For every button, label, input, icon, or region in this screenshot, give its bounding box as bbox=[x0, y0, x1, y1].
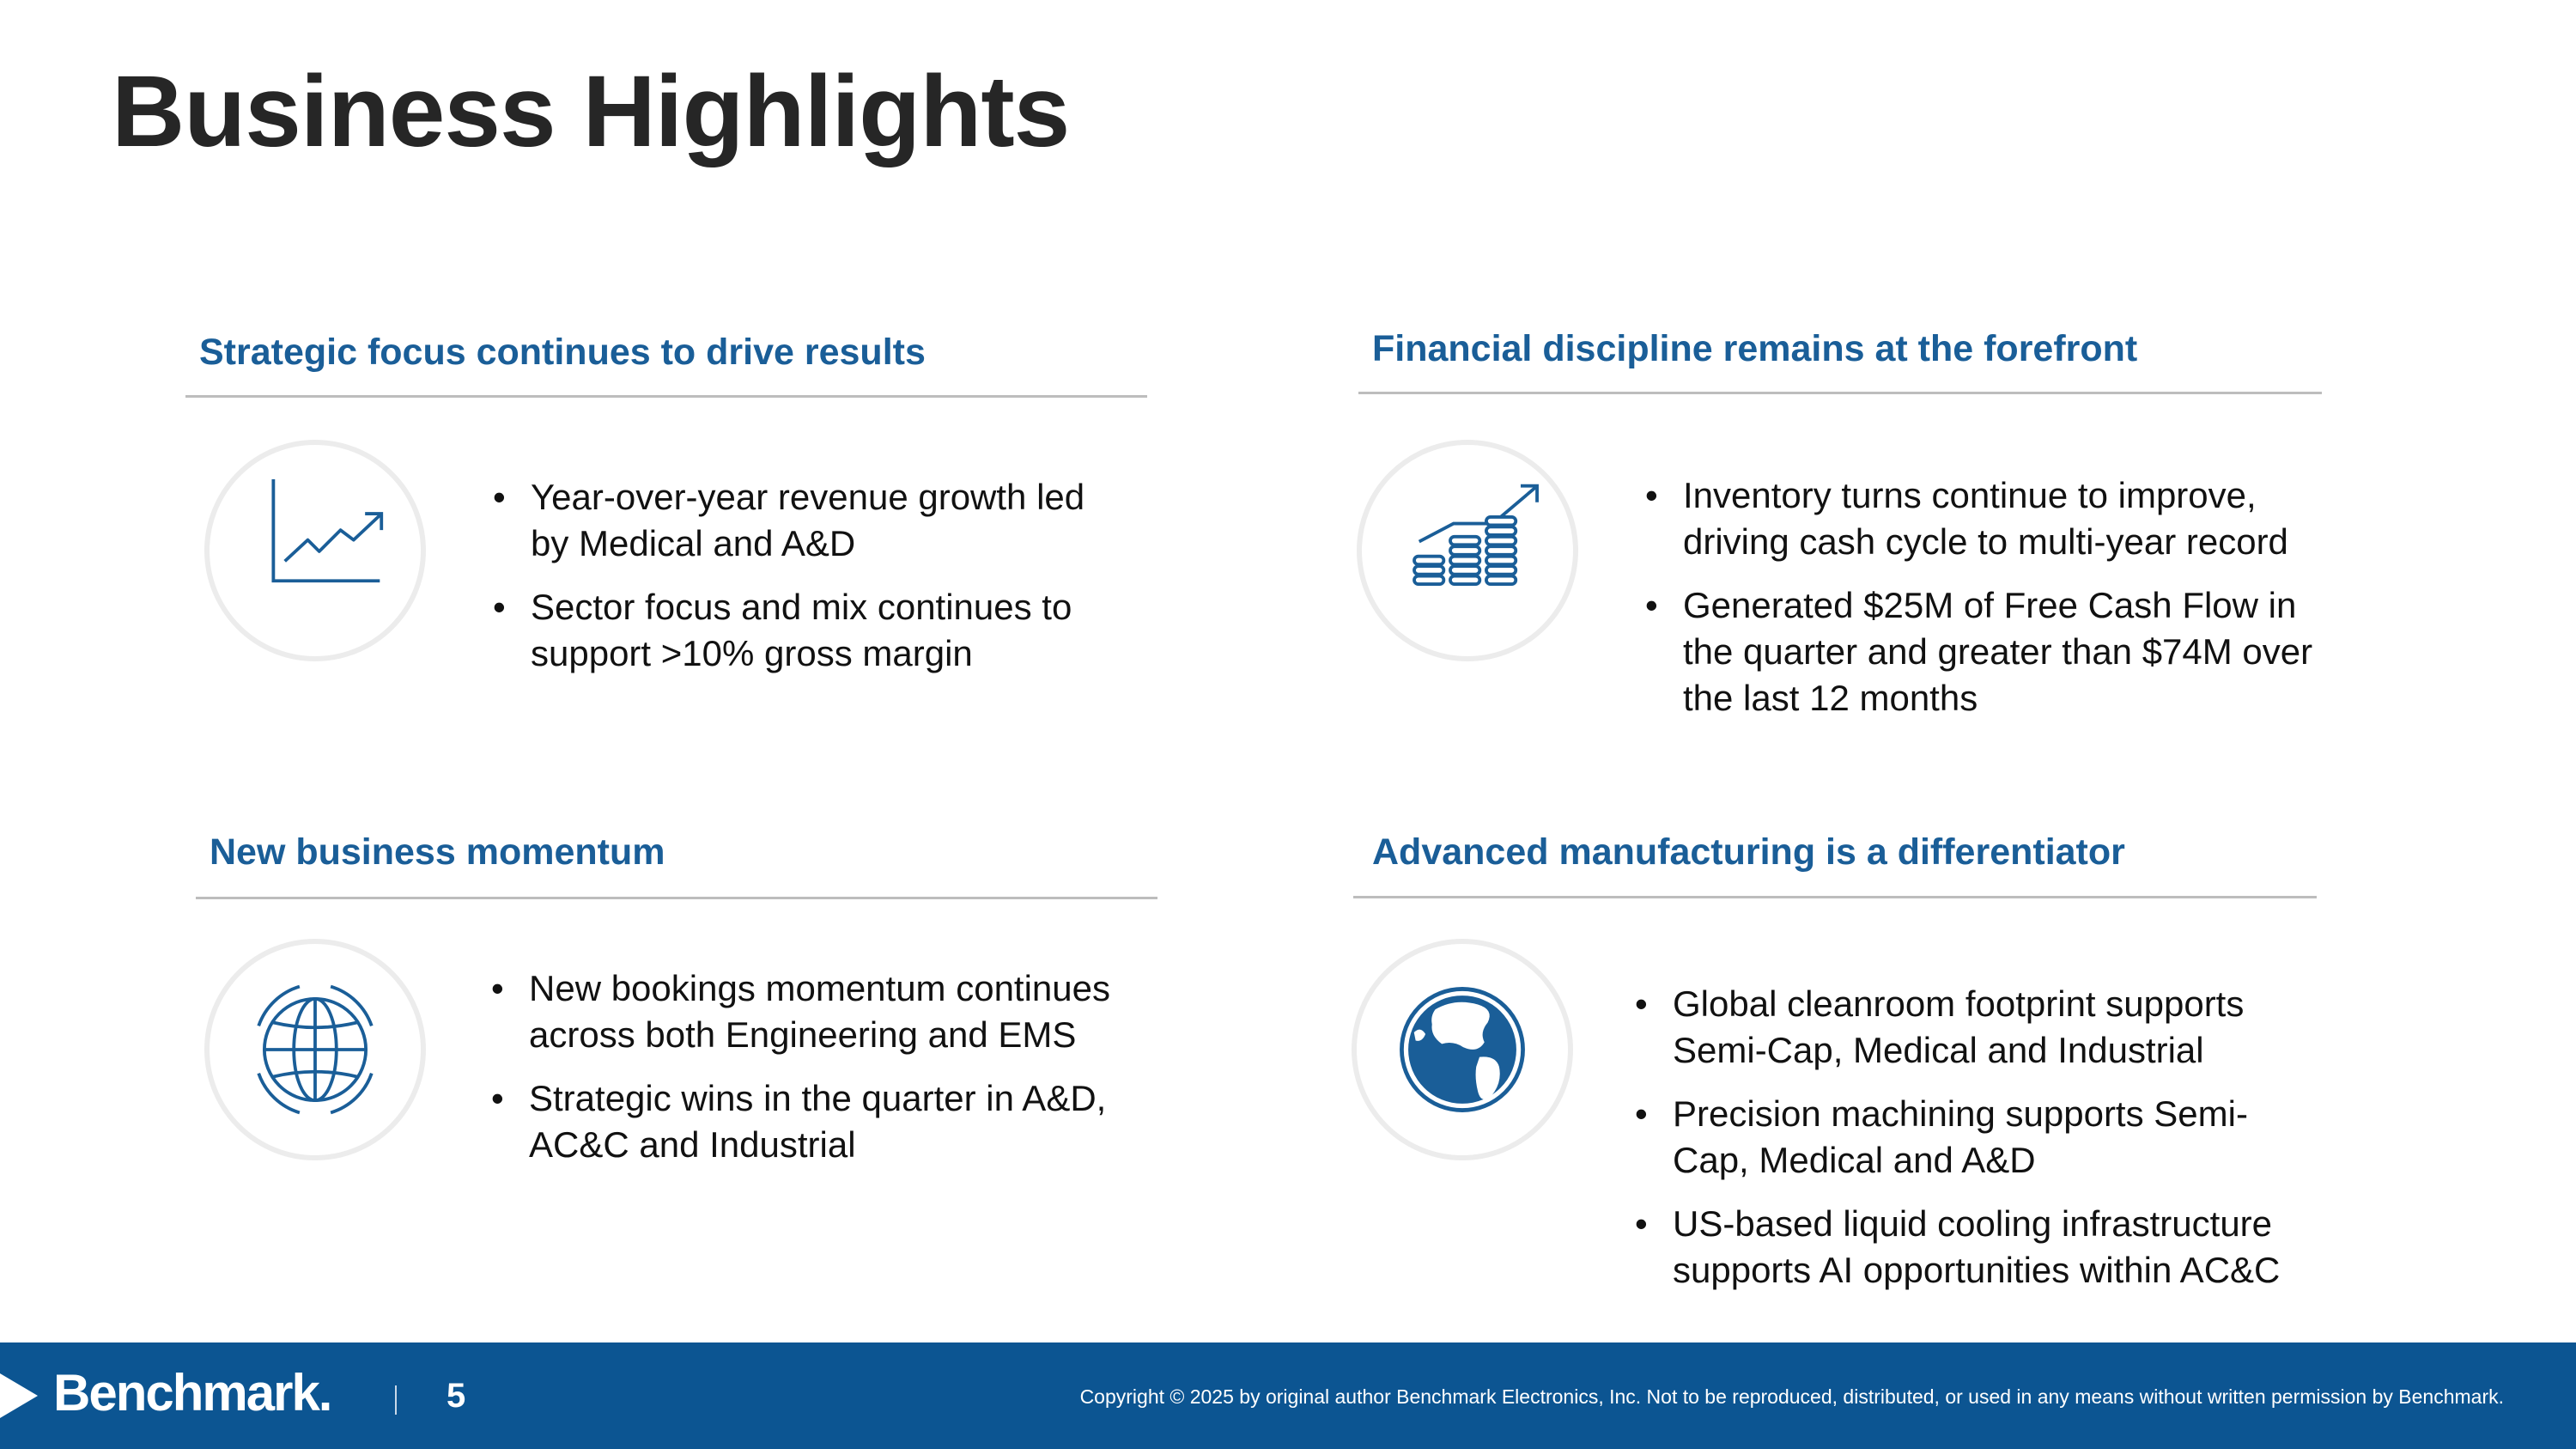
footer-bar bbox=[0, 1342, 2576, 1449]
list-item: • Sector focus and mix continues to support >10% gross margin bbox=[493, 584, 1128, 677]
section-divider bbox=[1358, 392, 2322, 394]
section-heading-new-business: New business momentum bbox=[210, 831, 665, 873]
page-number: 5 bbox=[447, 1377, 466, 1415]
list-item: • Generated $25M of Free Cash Flow in the quarter and greater than $74M over the last 12 months bbox=[1645, 582, 2324, 721]
bullet-list-strategic-focus bbox=[493, 474, 1128, 694]
growth-chart-icon bbox=[204, 440, 426, 661]
bullet-list-financial-discipline bbox=[1645, 472, 2324, 739]
section-heading-strategic-focus: Strategic focus continues to drive results bbox=[199, 332, 926, 373]
coins-growth-icon bbox=[1357, 440, 1578, 661]
section-heading-financial-discipline: Financial discipline remains at the forefront bbox=[1372, 328, 2138, 369]
list-item: • Inventory turns continue to improve, driving cash cycle to multi-year record bbox=[1645, 472, 2324, 565]
list-item: • US-based liquid cooling infrastructure supports AI opportunities within AC&C bbox=[1635, 1201, 2322, 1294]
bullet-list-new-business bbox=[491, 965, 1161, 1185]
section-divider bbox=[185, 395, 1147, 398]
list-item: • Global cleanroom footprint supports Semi-Cap, Medical and Industrial bbox=[1635, 981, 2322, 1074]
section-heading-advanced-manufacturing: Advanced manufacturing is a differentiator bbox=[1372, 831, 2125, 873]
list-item: • New bookings momentum continues across both Engineering and EMS bbox=[491, 965, 1161, 1058]
list-item: • Year-over-year revenue growth led by Medical and A&D bbox=[493, 474, 1128, 567]
page-title: Business Highlights bbox=[112, 55, 1070, 168]
copyright-notice: Copyright © 2025 by original author Benchmark Electronics, Inc. Not to be reproduced, distributed, or used in any means without written permission by Benchmark. bbox=[1079, 1385, 2504, 1408]
footer-separator bbox=[395, 1385, 397, 1415]
logo-arrow-icon bbox=[0, 1373, 38, 1418]
list-item: • Strategic wins in the quarter in A&D, AC&C and Industrial bbox=[491, 1075, 1161, 1168]
earth-americas-icon bbox=[1352, 939, 1573, 1160]
list-item: • Precision machining supports Semi-Cap, Medical and A&D bbox=[1635, 1091, 2322, 1184]
globe-icon bbox=[204, 939, 426, 1160]
company-logo: Benchmark. bbox=[53, 1364, 331, 1422]
section-divider bbox=[196, 897, 1157, 899]
section-divider bbox=[1353, 896, 2317, 898]
bullet-list-advanced-manufacturing bbox=[1635, 981, 2322, 1311]
